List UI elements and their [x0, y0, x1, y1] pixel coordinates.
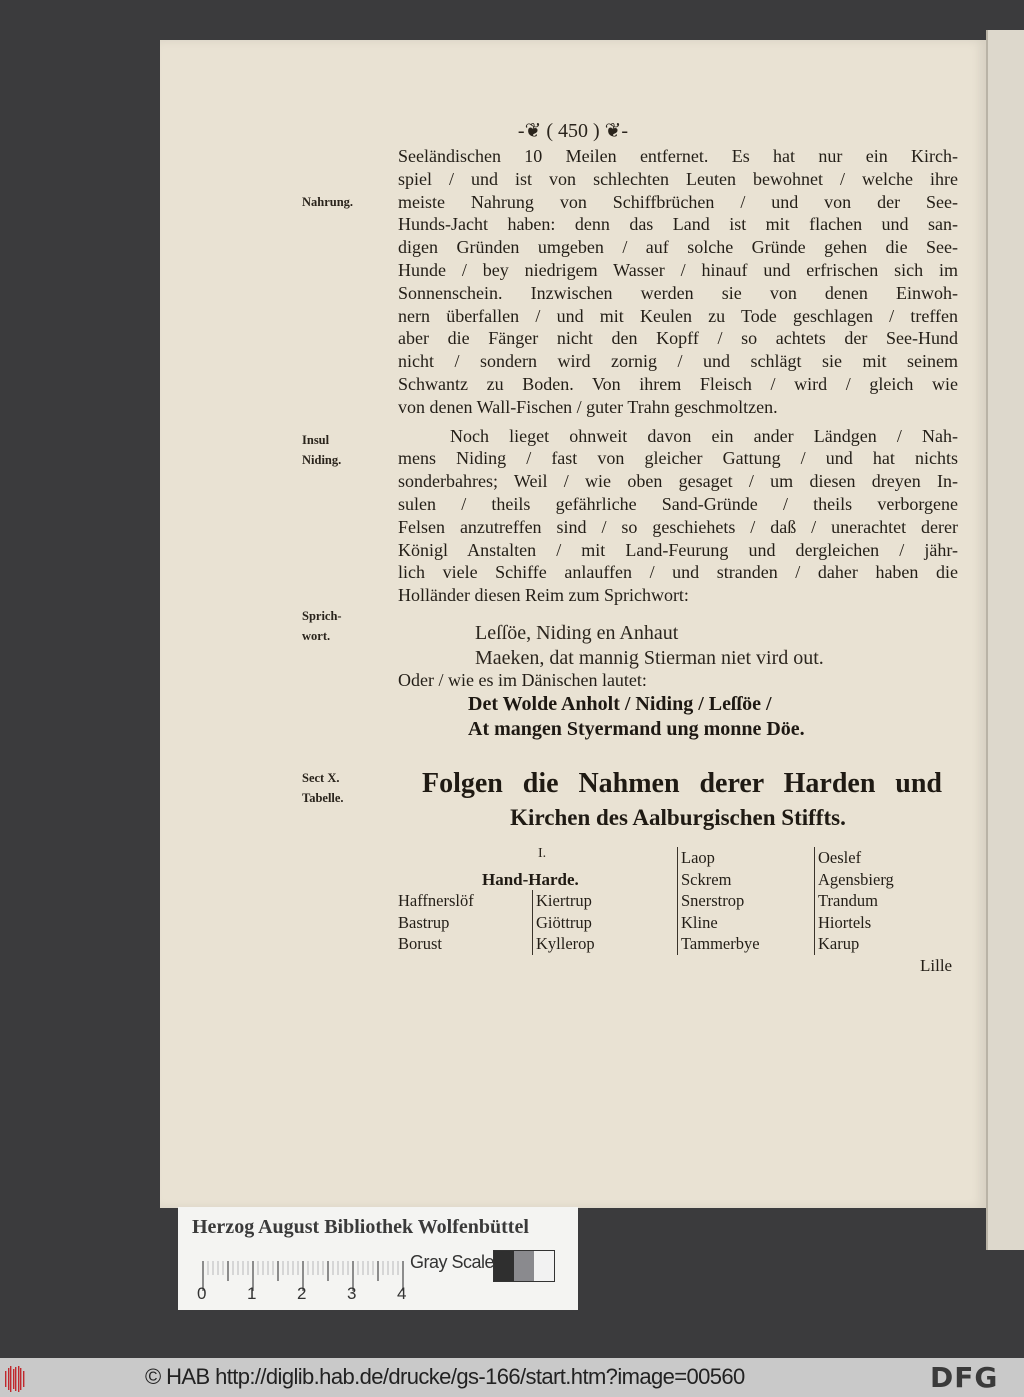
logo-bar: [13, 1369, 14, 1389]
copyright-url: © HAB http://diglib.hab.de/drucke/gs-166/start.htm?image=00560: [145, 1364, 745, 1389]
danish-verse-line: Det Wolde Anholt / Niding / Leſſöe /: [468, 693, 772, 715]
text-line: Königl Anstalten / mit Land-Feurung und dergleichen / jähr-: [398, 539, 958, 560]
margin-note-sprichwort: [302, 606, 342, 646]
text-line: mens Niding / fast von gleicher Gattung / und hat nichts: [398, 448, 958, 469]
logo-bar: [5, 1371, 6, 1387]
text-line: sulen / theils gefährliche Sand-Gründe / theils verborgene: [398, 493, 958, 514]
table-column-1: [398, 890, 474, 955]
table-column-3: [677, 847, 760, 955]
ruler-digit: 3: [347, 1284, 357, 1303]
section-heading: Folgen die Nahmen derer Harden und: [422, 768, 942, 799]
margin-note-line: Insul: [302, 433, 330, 447]
gray-swatch: [534, 1251, 554, 1281]
table-cell: Sckrem: [681, 869, 732, 889]
table-column-2: [532, 890, 595, 955]
book-page: [160, 40, 986, 1208]
footer-bar: [0, 1358, 1024, 1397]
table-cell: Oeslef: [818, 848, 862, 867]
logo-bar: [23, 1371, 24, 1387]
text-line: nicht / sondern wird zornig / und schlägt sie mit seinem: [398, 351, 958, 372]
table-cell: Trandum: [818, 891, 878, 910]
table-harde-heading: Hand-Harde.: [482, 870, 579, 889]
text-line: aber die Fänger nicht den Kopff / so achtets der See-Hund: [398, 328, 958, 349]
logo-bar: [18, 1366, 19, 1392]
text-line: nern überfallen / und mit Keulen zu Tode geschlagen / treffen: [398, 305, 958, 326]
table-cell: Agensbierg: [818, 869, 894, 889]
table-cell: Kyllerop: [536, 934, 595, 953]
table-cell: Snerstrop: [681, 891, 745, 910]
logo-bar: [10, 1366, 11, 1392]
ruler-digit: 1: [247, 1284, 257, 1303]
text-line: Felsen anzutreffen sind / so geschiehets / daß / unerachtet derer: [398, 516, 958, 537]
text-line: Noch lieget ohnweit davon ein ander Ländgen / Nah-: [450, 425, 958, 446]
table-cell: Tammerbye: [681, 934, 760, 953]
margin-note-line: Tabelle.: [302, 791, 344, 805]
verse-line: Maeken, dat mannig Stierman niet vird out.: [475, 647, 824, 669]
ruler-digit: 0: [197, 1284, 207, 1303]
margin-note-nahrung: Nahrung.: [302, 195, 354, 209]
table-cell: Kline: [681, 912, 718, 932]
logo-bar: [8, 1368, 9, 1390]
oder-line: Oder / wie es im Dänischen lautet:: [398, 670, 647, 690]
logo-bar: [20, 1368, 21, 1390]
text-line: Hunde / bey niedrigem Wasser / hinauf und erfrischen sich im: [398, 259, 958, 280]
text-line: von denen Wall-Fischen / guter Trahn geschmoltzen.: [398, 396, 778, 417]
gray-swatch: [494, 1251, 514, 1281]
text-line: meiste Nahrung von Schiffbrüchen / und von der See-: [398, 191, 958, 212]
hab-logo-icon: [5, 1366, 25, 1392]
table-cell: Haffnerslöf: [398, 891, 474, 910]
logo-bar: [15, 1367, 16, 1391]
text-line: digen Gründen umgeben / auf solche Gründe gehen die See-: [398, 237, 958, 258]
table-number: I.: [538, 846, 547, 861]
ruler-digit: 2: [297, 1284, 307, 1303]
text-line: lich viele Schiffe anlauffen / und stranden / daher haben die: [398, 562, 958, 583]
margin-note-insul: [302, 430, 341, 470]
table-cell: Laop: [681, 848, 715, 867]
section-subheading: Kirchen des Aalburgischen Stiffts.: [510, 805, 846, 830]
margin-note-line: Niding.: [302, 453, 342, 467]
body-text: [398, 145, 958, 607]
gray-swatch: [514, 1251, 534, 1281]
catchword: Lille: [920, 956, 953, 975]
verse-line: Leſſöe, Niding en Anhaut: [475, 622, 679, 644]
text-line: Sonnenschein. Inzwischen werden sie von denen Einwoh-: [398, 282, 958, 303]
dfg-logo: DFG: [930, 1361, 999, 1394]
gray-scale-label: Gray Scale: [410, 1252, 495, 1272]
table-cell: Bastrup: [398, 912, 450, 932]
danish-verse-line: At mangen Styermand ung monne Döe.: [468, 718, 805, 740]
color-reference-card: [178, 1207, 578, 1310]
margin-note-line: wort.: [302, 629, 331, 643]
table-cell: Borust: [398, 934, 443, 953]
gray-scale-swatches: [493, 1250, 555, 1282]
text-line: Schwantz zu Boden. Von ihrem Fleisch / wird / gleich wie: [398, 373, 958, 394]
text-line: Hunds-Jacht haben: denn das Land ist mit flachen und san-: [398, 214, 958, 235]
page-number: -❦ ( 450 ) ❦-: [517, 120, 629, 142]
margin-note-tabelle: [302, 768, 344, 808]
table-cell: Giöttrup: [536, 912, 592, 932]
table-cell: Kiertrup: [536, 891, 592, 910]
text-line: Seeländischen 10 Meilen entfernet. Es hat nur ein Kirch-: [398, 146, 958, 166]
library-name: Herzog August Bibliothek Wolfenbüttel: [192, 1216, 529, 1238]
text-line: sonderbahres; Weil / wie oben gesaget / um diesen dreyen In-: [398, 471, 958, 492]
ruler-digit: 4: [397, 1284, 407, 1303]
margin-note-line: Sprich-: [302, 609, 342, 623]
table-cell: Hiortels: [818, 912, 872, 932]
table-column-4: [814, 847, 894, 955]
table-cell: Karup: [818, 934, 860, 953]
text-line: Holländer diesen Reim zum Sprichwort:: [398, 585, 689, 606]
adjacent-page-edge: [986, 30, 1024, 1250]
text-line: spiel / und ist von schlechten Leuten bewohnet / welche ihre: [398, 168, 958, 189]
margin-note-line: Sect X.: [302, 771, 340, 785]
